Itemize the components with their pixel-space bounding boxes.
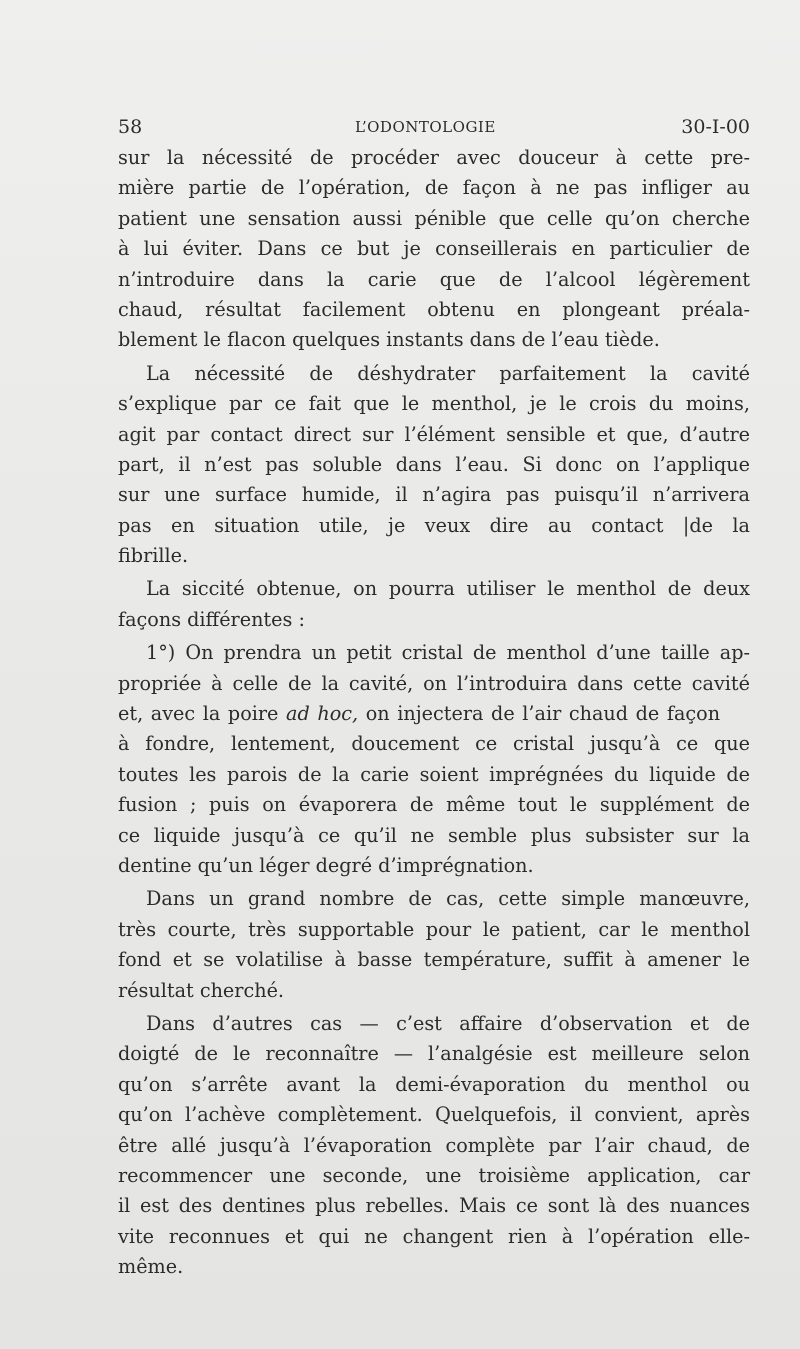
text-line: 1°) On prendra un petit cristal de menthol d’une taille ap-	[146, 641, 750, 665]
article-body	[118, 143, 750, 1282]
text-line: s’explique par ce fait que le menthol, je le crois du moins,	[118, 392, 750, 416]
text-line: fusion ; puis on évaporera de même tout le supplément de	[118, 793, 750, 817]
text-line: à fondre, lentement, doucement ce cristal jusqu’à ce que	[118, 732, 750, 756]
text-line: à lui éviter. Dans ce but je conseillerais en particulier de	[118, 237, 750, 261]
text-line: qu’on s’arrête avant la demi-évaporation du menthol ou	[118, 1072, 750, 1096]
text-line: blement le flacon quelques instants dans de l’eau tiède.	[118, 328, 660, 352]
text-line: façons différentes :	[118, 607, 305, 631]
text-line: pas en situation utile, je veux dire au contact |de la	[118, 513, 750, 537]
text-line: être allé jusqu’à l’évaporation complète par l’air chaud, de	[118, 1133, 750, 1157]
text-line: sur la nécessité de procéder avec douceur à cette pre-	[118, 146, 750, 169]
text-line: doigté de le reconnaître — l’analgésie est meilleure selon	[118, 1042, 750, 1066]
text-line-with-italic	[118, 699, 750, 729]
journal-title: L’ODONTOLOGIE	[355, 118, 496, 136]
issue-date: 30-I-00	[681, 116, 750, 138]
text-line: La nécessité de déshydrater parfaitement la cavité	[146, 361, 750, 385]
text-line: il est des dentines plus rebelles. Mais ce sont là des nuances	[118, 1194, 750, 1218]
italic-latin-phrase: ad hoc,	[286, 702, 359, 726]
text-line: fond et se volatilise à basse température, suffit à amener le	[118, 948, 750, 972]
text-line: toutes les parois de la carie soient imprégnées du liquide de	[118, 762, 750, 786]
text-line: dentine qu’un léger degré d’imprégnation.	[118, 853, 534, 877]
text-line: résultat cherché.	[118, 978, 285, 1002]
text-line: part, il n’est pas soluble dans l’eau. Si donc on l’applique	[118, 452, 750, 476]
text-line: Dans un grand nombre de cas, cette simple manœuvre,	[146, 887, 750, 911]
text-line: fibrille.	[118, 544, 189, 568]
text-line: patient une sensation aussi pénible que celle qu’on cherche	[118, 206, 750, 230]
text-line: qu’on l’achève complètement. Quelquefois, il convient, après	[118, 1103, 750, 1127]
text-run: on injectera de l’air chaud de façon	[358, 702, 721, 726]
text-line: ce liquide jusqu’à ce qu’il ne semble plus subsister sur la	[118, 823, 750, 847]
text-line: chaud, résultat facilement obtenu en plongeant préala-	[118, 297, 750, 321]
text-line: recommencer une seconde, une troisième application, car	[118, 1163, 750, 1187]
text-line: n’introduire dans la carie que de l’alcool légèrement	[118, 267, 750, 291]
text-line: Dans d’autres cas — c’est affaire d’observation et de	[146, 1011, 750, 1035]
text-run: et, avec la poire	[118, 702, 287, 726]
text-line: La siccité obtenue, on pourra utiliser le menthol de deux	[146, 577, 750, 601]
running-header	[118, 116, 750, 144]
page-number: 58	[118, 116, 143, 138]
text-line: sur une surface humide, il n’agira pas puisqu’il n’arrivera	[118, 483, 750, 507]
text-line: mière partie de l’opération, de façon à ne pas infliger au	[118, 176, 750, 200]
text-line: même.	[118, 1255, 184, 1279]
text-line: agit par contact direct sur l’élément sensible et que, d’autre	[118, 422, 750, 446]
text-line: très courte, très supportable pour le patient, car le menthol	[118, 917, 750, 941]
text-line: propriée à celle de la cavité, on l’introduira dans cette cavité	[118, 671, 750, 695]
text-line: vite reconnues et qui ne changent rien à l’opération elle-	[118, 1224, 750, 1248]
